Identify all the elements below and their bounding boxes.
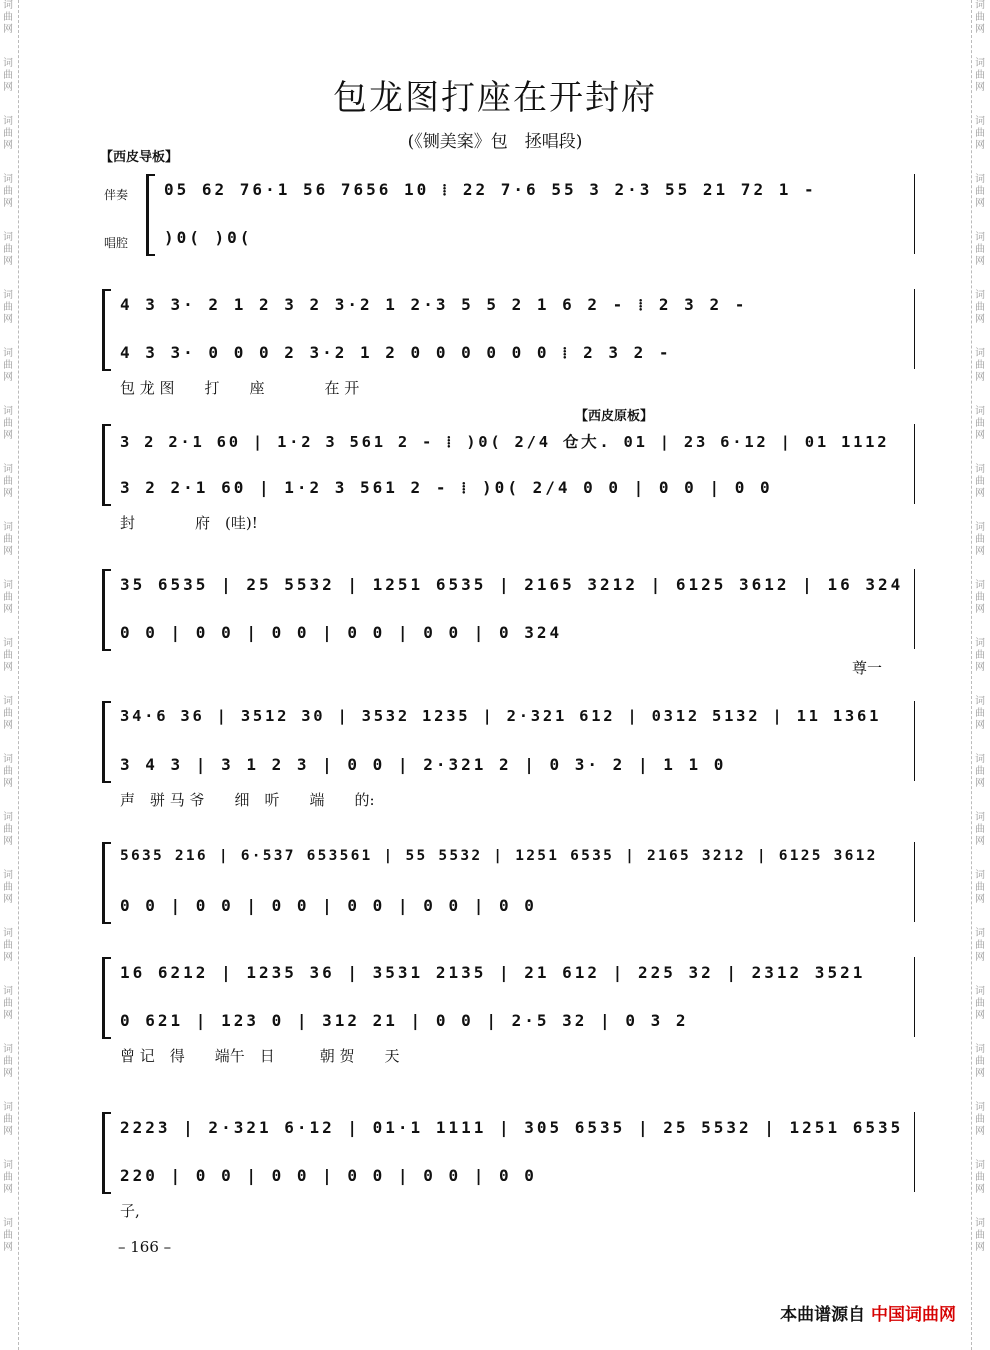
score-system bbox=[102, 953, 920, 1063]
accompaniment-line: 16 6212 | 1235 36 | 3531 2135 | 21 612 | 225 32 | 2312 3521 bbox=[120, 963, 866, 982]
watermark-text: 词曲网 bbox=[3, 232, 13, 267]
watermark-text: 词曲网 bbox=[975, 464, 985, 499]
system-brace bbox=[102, 957, 111, 1039]
watermark-text: 词曲网 bbox=[3, 464, 13, 499]
watermark-text: 词曲网 bbox=[975, 870, 985, 905]
vocal-line: 0 0 | 0 0 | 0 0 | 0 0 | 0 0 | 0 324 bbox=[120, 623, 563, 642]
accompaniment-line: 05 62 76·1 56 7656 10 ⁞ 22 7·6 55 3 2·3 55 21 72 1 - bbox=[164, 180, 817, 199]
watermark-text: 词曲网 bbox=[3, 812, 13, 847]
vocal-line: 3 4 3 | 3 1 2 3 | 0 0 | 2·321 2 | 0 3· 2 | 1 1 0 bbox=[120, 755, 727, 774]
watermark-text: 词曲网 bbox=[975, 290, 985, 325]
watermark-text: 词曲网 bbox=[3, 696, 13, 731]
score-system bbox=[102, 838, 920, 948]
accompaniment-line: 35 6535 | 25 5532 | 1251 6535 | 2165 3212 | 6125 3612 | 16 324 bbox=[120, 575, 904, 594]
system-brace bbox=[102, 424, 111, 506]
source-credit bbox=[780, 1300, 956, 1325]
barline bbox=[914, 842, 915, 922]
score-system bbox=[102, 565, 920, 675]
lyrics-line: 子, bbox=[120, 1202, 140, 1220]
watermark-text: 词曲网 bbox=[975, 116, 985, 151]
watermark-text: 词曲网 bbox=[975, 348, 985, 383]
score-system bbox=[102, 420, 920, 530]
left-watermark-strip bbox=[0, 0, 19, 1350]
lyrics-line: 封 府 (哇)! bbox=[120, 514, 258, 532]
vocal-line: 0 0 | 0 0 | 0 0 | 0 0 | 0 0 | 0 0 bbox=[120, 896, 537, 915]
watermark-text: 词曲网 bbox=[975, 638, 985, 673]
lyrics-line: 尊一 bbox=[852, 659, 883, 677]
section-label-yuanban: 【西皮原板】 bbox=[575, 409, 654, 424]
watermark-text: 词曲网 bbox=[975, 986, 985, 1021]
watermark-text: 词曲网 bbox=[3, 1218, 13, 1253]
watermark-text: 词曲网 bbox=[3, 0, 13, 35]
watermark-text: 词曲网 bbox=[3, 754, 13, 789]
watermark-text: 词曲网 bbox=[3, 638, 13, 673]
watermark-text: 词曲网 bbox=[3, 928, 13, 963]
watermark-text: 词曲网 bbox=[975, 406, 985, 441]
watermark-text: 词曲网 bbox=[3, 116, 13, 151]
watermark-text: 词曲网 bbox=[3, 58, 13, 93]
system-brace bbox=[102, 1112, 111, 1194]
accompaniment-line: 5635 216 | 6·537 653561 | 55 5532 | 1251 6535 | 2165 3212 | 6125 3612 bbox=[120, 848, 878, 864]
watermark-text: 词曲网 bbox=[3, 986, 13, 1021]
watermark-text: 词曲网 bbox=[3, 406, 13, 441]
watermark-text: 词曲网 bbox=[975, 58, 985, 93]
barline bbox=[914, 1112, 915, 1192]
accompaniment-line: 2223 | 2·321 6·12 | 01·1 1111 | 305 6535 | 25 5532 | 1251 6535 bbox=[120, 1118, 904, 1137]
lyrics-line: 包 龙 图 打 座 在 开 bbox=[120, 379, 360, 397]
score-system bbox=[102, 1108, 920, 1218]
watermark-text: 词曲网 bbox=[975, 812, 985, 847]
watermark-text: 词曲网 bbox=[975, 928, 985, 963]
right-watermark-strip bbox=[971, 0, 990, 1350]
barline bbox=[914, 174, 915, 254]
watermark-text: 词曲网 bbox=[975, 522, 985, 557]
watermark-text: 词曲网 bbox=[3, 580, 13, 615]
score-system bbox=[102, 285, 920, 395]
vocal-line: )0( )0( bbox=[164, 228, 253, 247]
system-brace bbox=[146, 174, 155, 256]
source-site: 中国词曲网 bbox=[871, 1305, 956, 1325]
lyrics-line: 曾 记 得 端午 日 朝 贺 天 bbox=[120, 1047, 400, 1065]
page-subtitle: (《铡美案》包 拯唱段) bbox=[407, 132, 583, 152]
watermark-text: 词曲网 bbox=[975, 1044, 985, 1079]
watermark-text: 词曲网 bbox=[975, 580, 985, 615]
watermark-text: 词曲网 bbox=[975, 174, 985, 209]
barline bbox=[914, 701, 915, 781]
lyrics-line: 声 骈 马 爷 细 听 端 的: bbox=[120, 791, 375, 809]
system-brace bbox=[102, 842, 111, 924]
barline bbox=[914, 957, 915, 1037]
watermark-text: 词曲网 bbox=[3, 290, 13, 325]
score-system bbox=[102, 697, 920, 807]
accompaniment-line: 4 3 3· 2 1 2 3 2 3·2 1 2·3 5 5 2 1 6 2 - ⁞ 2 3 2 - bbox=[120, 295, 748, 314]
part-label-accomp: 伴奏 bbox=[104, 188, 129, 202]
barline bbox=[914, 424, 915, 504]
vocal-line: 220 | 0 0 | 0 0 | 0 0 | 0 0 | 0 0 bbox=[120, 1166, 537, 1185]
watermark-text: 词曲网 bbox=[975, 232, 985, 267]
barline bbox=[914, 289, 915, 369]
watermark-text: 词曲网 bbox=[3, 1044, 13, 1079]
vocal-line: 3 2 2·1 60 | 1·2 3 561 2 - ⁞ )0( 2/4 0 0 | 0 0 | 0 0 bbox=[120, 478, 773, 497]
system-brace bbox=[102, 569, 111, 651]
watermark-text: 词曲网 bbox=[3, 522, 13, 557]
watermark-text: 词曲网 bbox=[3, 870, 13, 905]
part-label-vocal: 唱腔 bbox=[104, 236, 129, 250]
system-brace bbox=[102, 701, 111, 783]
system-brace bbox=[102, 289, 111, 371]
watermark-text: 词曲网 bbox=[3, 1102, 13, 1137]
watermark-text: 词曲网 bbox=[3, 1160, 13, 1195]
watermark-text: 词曲网 bbox=[975, 1218, 985, 1253]
watermark-text: 词曲网 bbox=[975, 696, 985, 731]
vocal-line: 0 621 | 123 0 | 312 21 | 0 0 | 2·5 32 | 0 3 2 bbox=[120, 1011, 689, 1030]
page-title: 包龙图打座在开封府 bbox=[333, 78, 657, 118]
watermark-text: 词曲网 bbox=[975, 754, 985, 789]
watermark-text: 词曲网 bbox=[3, 348, 13, 383]
accompaniment-line: 34·6 36 | 3512 30 | 3532 1235 | 2·321 612 | 0312 5132 | 11 1361 bbox=[120, 707, 882, 725]
vocal-line: 4 3 3· 0 0 0 2 3·2 1 2 0 0 0 0 0 0 ⁞ 2 3 2 - bbox=[120, 343, 672, 362]
section-label-daoban: 【西皮导板】 bbox=[100, 150, 179, 165]
source-prefix: 本曲谱源自 bbox=[780, 1305, 866, 1325]
accompaniment-line: 3 2 2·1 60 | 1·2 3 561 2 - ⁞ )0( 2/4 仓大. 01 | 23 6·12 | 01 1112 bbox=[120, 433, 890, 451]
watermark-text: 词曲网 bbox=[3, 174, 13, 209]
watermark-text: 词曲网 bbox=[975, 1102, 985, 1137]
score-system bbox=[102, 170, 920, 280]
watermark-text: 词曲网 bbox=[975, 1160, 985, 1195]
watermark-text: 词曲网 bbox=[975, 0, 985, 35]
page-number: – 166 – bbox=[118, 1238, 172, 1256]
barline bbox=[914, 569, 915, 649]
